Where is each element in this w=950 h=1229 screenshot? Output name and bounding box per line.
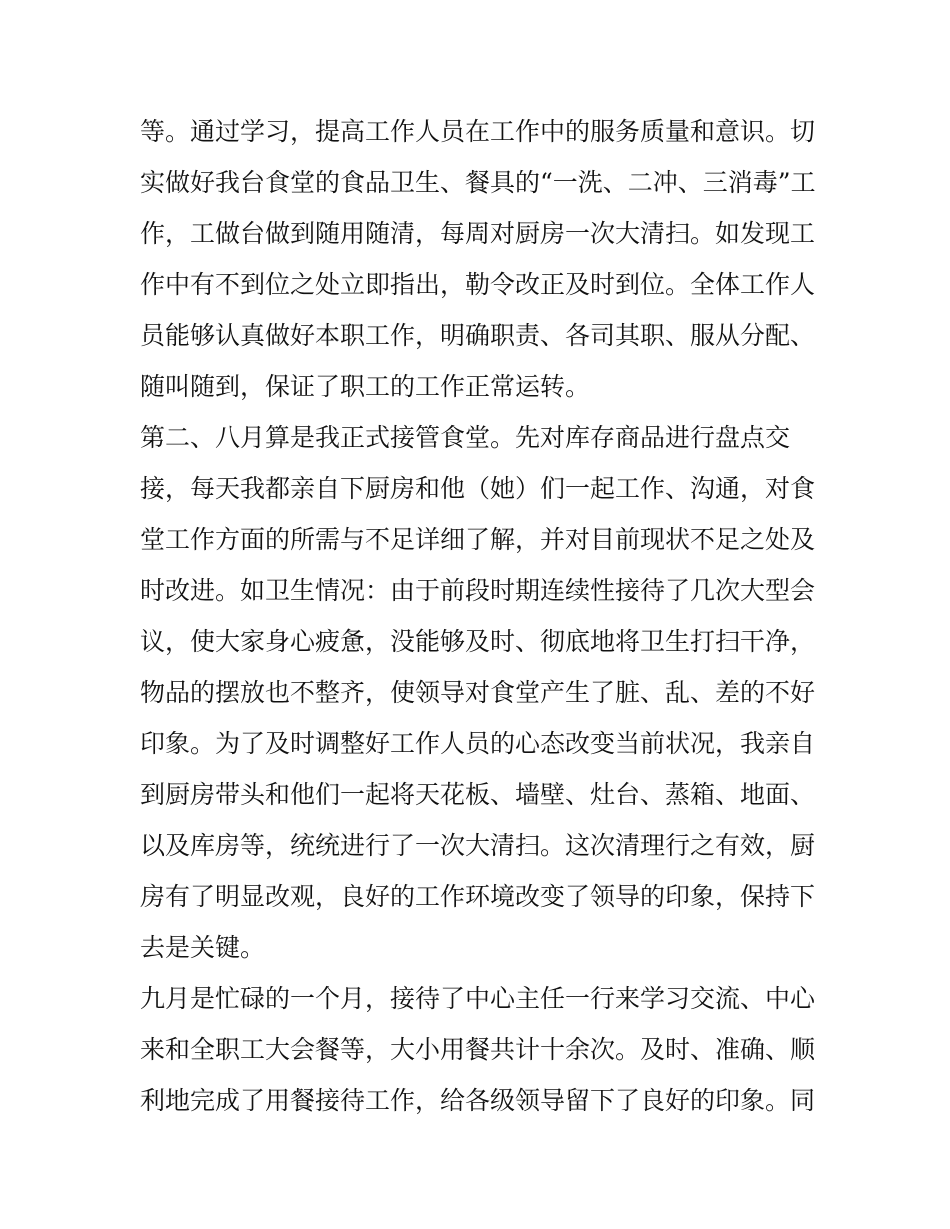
text-line: 房有了明显改观，良好的工作环境改变了领导的印象，保持下 [140,882,816,911]
text-line: 去是关键。 [140,933,266,962]
text-line: 堂工作方面的所需与不足详细了解，并对目前现状不足之处及 [140,525,816,554]
text-line: 第二、八月算是我正式接管食堂。先对库存商品进行盘点交 [140,423,791,452]
text-line: 时改进。如卫生情况：由于前段时期连续性接待了几次大型会 [140,576,816,605]
text-line: 员能够认真做好本职工作，明确职责、各司其职、服从分配、 [140,321,816,350]
text-line: 等。通过学习，提高工作人员在工作中的服务质量和意识。切 [140,117,816,146]
text-line: 以及库房等，统统进行了一次大清扫。这次清理行之有效，厨 [140,831,816,860]
text-line: 接，每天我都亲自下厨房和他（她）们一起工作、沟通，对食 [140,474,816,503]
text-line: 议，使大家身心疲惫，没能够及时、彻底地将卫生打扫干净， [140,627,816,656]
text-line: 利地完成了用餐接待工作，给各级领导留下了良好的印象。同 [140,1086,816,1115]
text-line: 作中有不到位之处立即指出，勒令改正及时到位。全体工作人 [140,270,816,299]
text-line: 来和全职工大会餐等，大小用餐共计十余次。及时、准确、顺 [140,1035,816,1064]
text-line: 实做好我台食堂的食品卫生、餐具的“一洗、二冲、三消毒”工 [140,168,816,197]
document-body [140,106,820,1126]
text-line: 九月是忙碌的一个月，接待了中心主任一行来学习交流、中心 [140,984,816,1013]
text-line: 印象。为了及时调整好工作人员的心态改变当前状况，我亲自 [140,729,816,758]
text-line: 随叫随到，保证了职工的工作正常运转。 [140,372,591,401]
text-line: 作，工做台做到随用随清，每周对厨房一次大清扫。如发现工 [140,219,816,248]
text-line: 到厨房带头和他们一起将天花板、墙壁、灶台、蒸箱、地面、 [140,780,816,809]
text-line: 物品的摆放也不整齐，使领导对食堂产生了脏、乱、差的不好 [140,678,816,707]
